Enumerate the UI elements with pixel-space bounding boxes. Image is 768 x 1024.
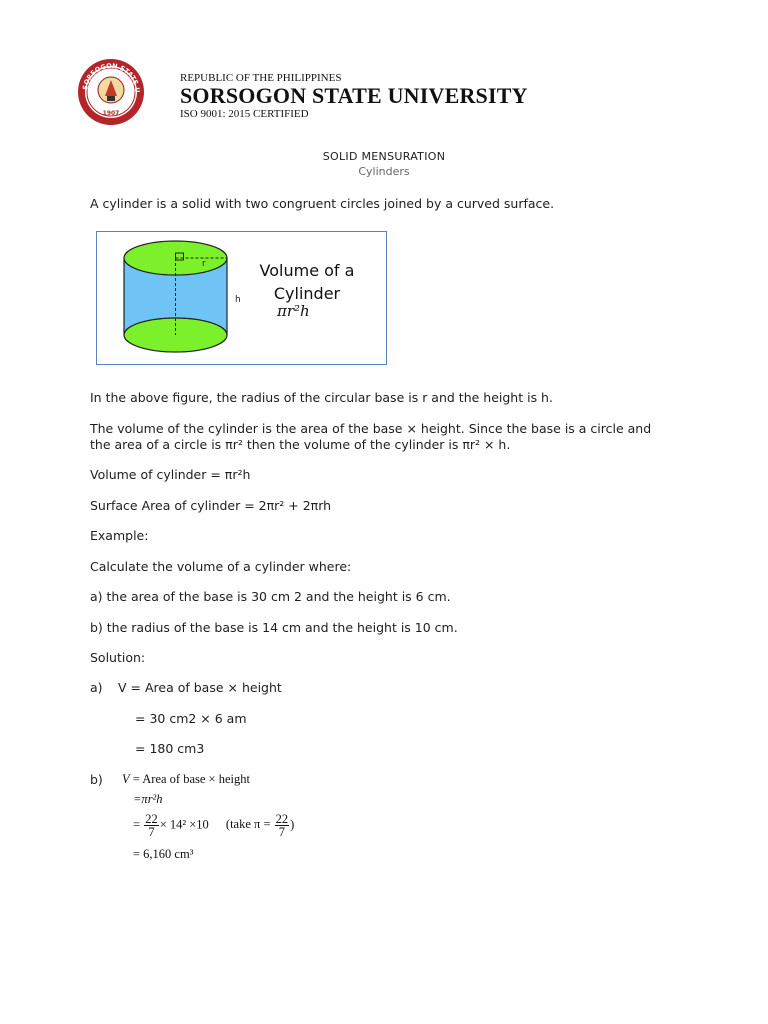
solution-b-line3-mid: × 14² ×10 xyxy=(159,817,209,832)
radius-label: r xyxy=(202,259,206,269)
doc-subtitle: Cylinders xyxy=(358,165,410,178)
solution-a-line2: = 30 cm2 × 6 am xyxy=(135,711,247,726)
surface-area-formula: Surface Area of cylinder = 2πr² + 2πrh xyxy=(90,498,332,513)
solution-a-line3: = 180 cm3 xyxy=(135,741,205,756)
solution-b-v: V xyxy=(122,772,130,786)
solution-b-line3: = $\frac{22}{7}$ × 14² ×10 (take π = $\frac{22}{7}$ ) xyxy=(133,812,295,839)
figure-formula: πr²h xyxy=(277,302,310,320)
solution-b-label: b) xyxy=(90,772,103,787)
republic-line: REPUBLIC OF THE PHILIPPINES xyxy=(180,72,342,84)
paragraph-volume-line1: The volume of the cylinder is the area of the base × height. Since the base is a circle and xyxy=(90,421,652,436)
take-pi-text: (take π = xyxy=(225,817,271,832)
solution-heading: Solution: xyxy=(90,650,146,665)
fraction-22-7-take: $\frac{22}{7}$ xyxy=(275,812,289,839)
doc-title: SOLID MENSURATION xyxy=(322,150,446,163)
example-prompt: Calculate the volume of a cylinder where: xyxy=(90,559,352,574)
paragraph-volume-line2: the area of a circle is πr² then the volume of the cylinder is πr² × h. xyxy=(90,437,511,452)
solution-b-line1 xyxy=(122,772,250,787)
figure-title-line2: Cylinder xyxy=(273,284,341,303)
intro-paragraph: A cylinder is a solid with two congruent circles joined by a curved surface. xyxy=(90,196,555,211)
example-heading: Example: xyxy=(90,528,149,543)
paragraph-radius-height: In the above figure, the radius of the circular base is r and the height is h. xyxy=(90,390,553,405)
solution-b-line2: =πr²h xyxy=(133,792,163,806)
solution-b-line4: = 6,160 cm³ xyxy=(133,847,194,861)
solution-a-label: a) xyxy=(90,680,103,695)
volume-formula: Volume of cylinder = πr²h xyxy=(90,467,251,482)
cylinder-figure xyxy=(96,231,387,365)
height-label: h xyxy=(235,295,241,305)
example-part-b: b) the radius of the base is 14 cm and the height is 10 cm. xyxy=(90,620,458,635)
figure-title-line1: Volume of a xyxy=(259,261,355,280)
solution-a-line1: V = Area of base × height xyxy=(118,680,282,695)
fraction-22-7: $\frac{22}{7}$ xyxy=(145,812,158,839)
university-name: SORSOGON STATE UNIVERSITY xyxy=(180,83,528,108)
university-seal xyxy=(77,58,145,126)
iso-certification: ISO 9001: 2015 CERTIFIED xyxy=(180,108,309,120)
seal-text: SORSOGON STATE U xyxy=(81,61,142,93)
example-part-a: a) the area of the base is 30 cm 2 and the height is 6 cm. xyxy=(90,589,451,604)
solution-b-line1-rest: = Area of base × height xyxy=(129,772,250,786)
seal-year: 1907 xyxy=(102,110,120,117)
